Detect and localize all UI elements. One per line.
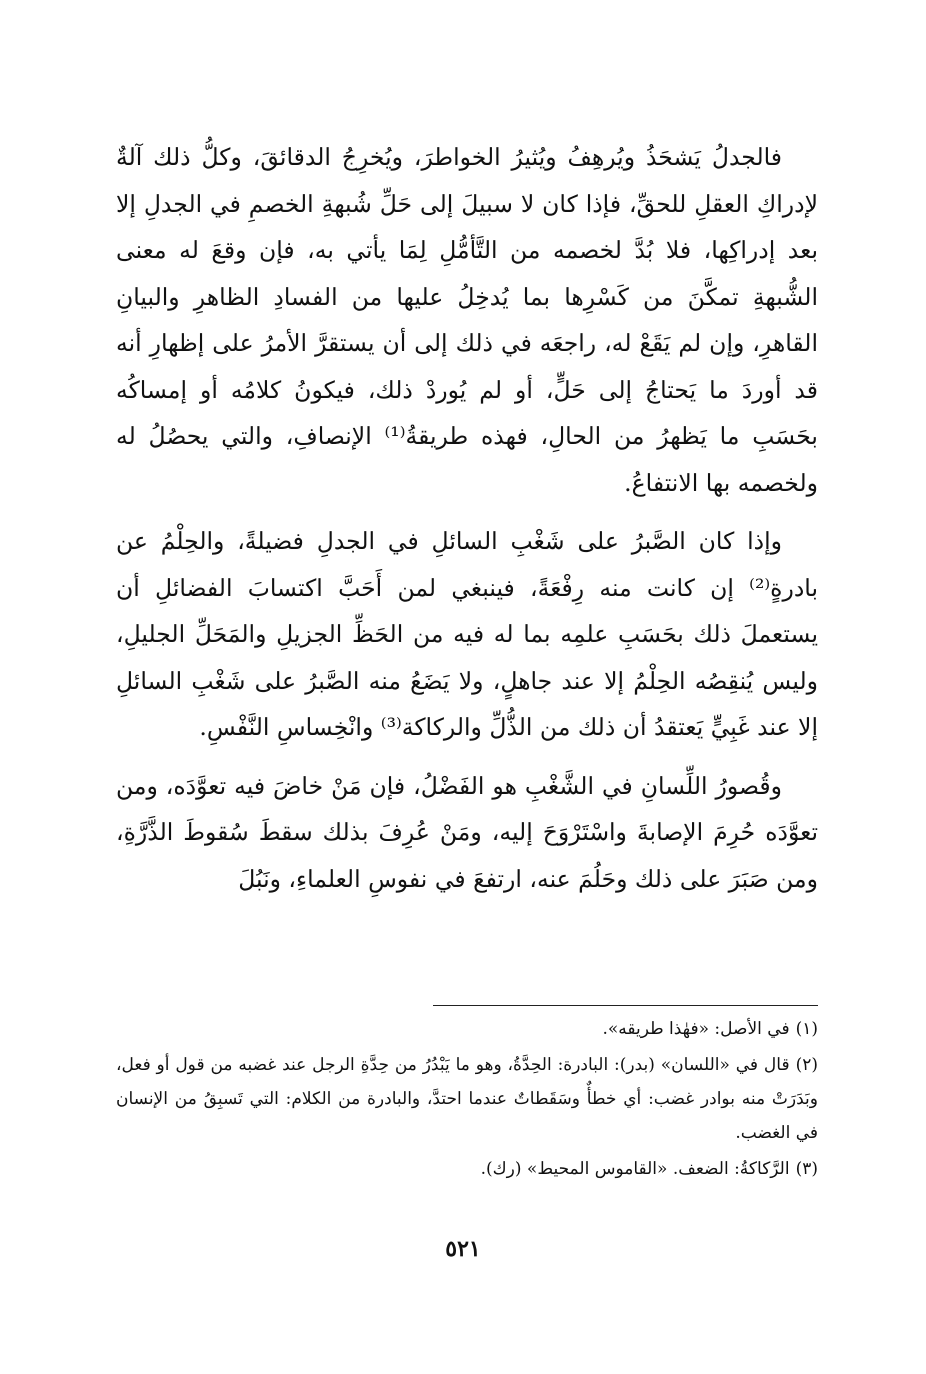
footnote-text: قال في «اللسان» (بدر): البادرة: الحِدَّةُ، وهو ما يَبْدُرُ من حِدَّةِ الرجل عند غضبه من قول أو فعل، وبَدَرَتْ منه بوادر غضب: أي خطأٌ وسَقَطاتٌ عندما احتدَّ، والبادرة من الكلام: التي تَسبِقُ من الإنسان في الغضب. [116,1055,818,1143]
paragraph-3: وقُصورُ اللِّسانِ في الشَّغْبِ هو الفَضْلُ، فإن مَنْ خاضَ فيه تعوَّدَه، ومن تعوَّدَه حُرِمَ الإصابةَ واسْتَرْوَحَ إليه، ومَنْ عُرِفَ بذلك سقطَ سُقوطَ الذَّرَّةِ، ومن صَبَرَ على ذلك وحَلُمَ عنه، ارتفعَ في نفوسِ العلماءِ، ونَبُلَ [116,771,818,893]
footnote-number: (٢) [795,1055,818,1075]
main-text [116,134,818,914]
footnote-divider [433,1005,818,1006]
footnote-number: (٣) [795,1159,818,1179]
footnotes [116,1012,818,1188]
footnote-3 [116,1152,818,1186]
paragraph-1: فالجدلُ يَشحَذُ ويُرهِفُ ويُثيرُ الخواطرَ، ويُخرِجُ الدقائقَ، وكلُّ ذلك آلةٌ لإدراكِ العقلِ للحقِّ، فإذا كان لا سبيلَ إلى حَلِّ شُبهةِ الخصمِ في الجدلِ إلا بعد إدراكِها، فلا بُدَّ لخصمه من التَّأمُّلِ لِمَا يأتي به، فإن وقعَ له معنى الشُّبهةِ تمكَّنَ من كَسْرِها بما يُدخِلُ عليها من الفسادِ الظاهرِ والبيانِ القاهرِ، وإن لم يَقَعْ له، راجعَه في ذلك إلى أن يستقرَّ الأمرُ على إظهارِ أنه قد أوردَ ما يَحتاجُ إلى حَلٍّ، أو لم يُوردْ ذلك، فيكونُ كلامُه أو إمساكُه بحَسَبِ ما يَظهرُ من الحالِ، فهذه طريقةُ⁽¹⁾ الإنصافِ، والتي يحصُلُ له ولخصمه بها الانتفاعُ. [116,143,818,497]
footnote-text: في الأصل: «فهٰذا طريقه». [602,1019,790,1039]
paragraph-2: وإذا كان الصَّبرُ على شَغْبِ السائلِ في الجدلِ فضيلةً، والحِلْمُ عن بادرةٍ⁽²⁾ إن كانت منه رِفْعَةً، فينبغي لمن أَحَبَّ اكتسابَ الفضائلِ أن يستعملَ ذلك بحَسَبِ علمِه بما له فيه من الحَظِّ الجزيلِ والمَحَلِّ الجليلِ، وليس يُنقِصُه الحِلْمُ إلا عند جاهلٍ، ولا يَضَعُ منه الصَّبرُ على شَغْبِ السائلِ إلا عند غَبِيٍّ يَعتقدُ أن ذلك من الذُّلِّ والركاكة⁽³⁾ وانْخِساسِ النَّفْسِ. [116,527,818,741]
footnote-1 [116,1012,818,1046]
footnote-number: (١) [795,1019,818,1039]
footnote-text: الرَّكاكةُ: الضعف. «القاموس المحيط» (رك). [480,1159,790,1179]
footnote-2 [116,1048,818,1150]
page-number: ٥٢١ [445,1236,481,1262]
